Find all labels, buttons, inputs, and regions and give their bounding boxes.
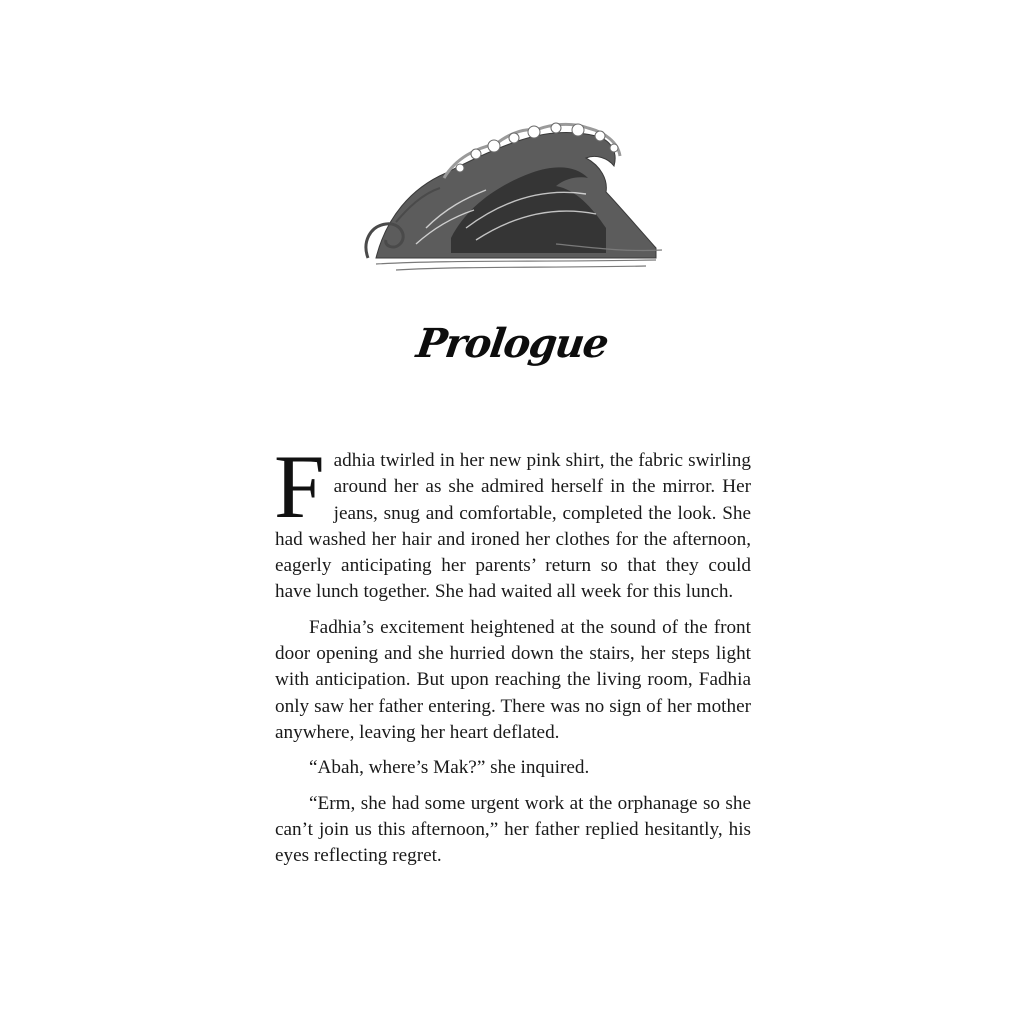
drop-cap: F	[274, 436, 325, 537]
paragraph-1-text: adhia twirled in her new pink shirt, the fabric swirling around her as she admired herself in the mirror. Her jeans, snug and comfortable, completed the look. She had washed her hair and ironed her clothes for the afternoon, eagerly anticipating her parents’ return so that they could have lunch together. She had waited all week for this lunch.	[275, 450, 751, 603]
chapter-body	[274, 436, 751, 878]
paragraph-4: “Erm, she had some urgent work at the orphanage so she can’t join us this afternoon,” her father replied hesitantly, his eyes reflecting regret.	[275, 792, 751, 867]
chapter-title: Prologue	[413, 320, 611, 367]
paragraph-1	[274, 436, 751, 606]
paragraph-2: Fadhia’s excitement heightened at the sound of the front door opening and she hurried down the stairs, her steps light with anticipation. But upon reaching the living room, Fadhia only saw her father entering. There was no sign of her mother anywhere, leaving her heart deflated.	[275, 616, 751, 743]
ocean-wave-illustration-icon	[356, 118, 668, 274]
paragraph-3: “Abah, where’s Mak?” she inquired.	[309, 757, 590, 779]
